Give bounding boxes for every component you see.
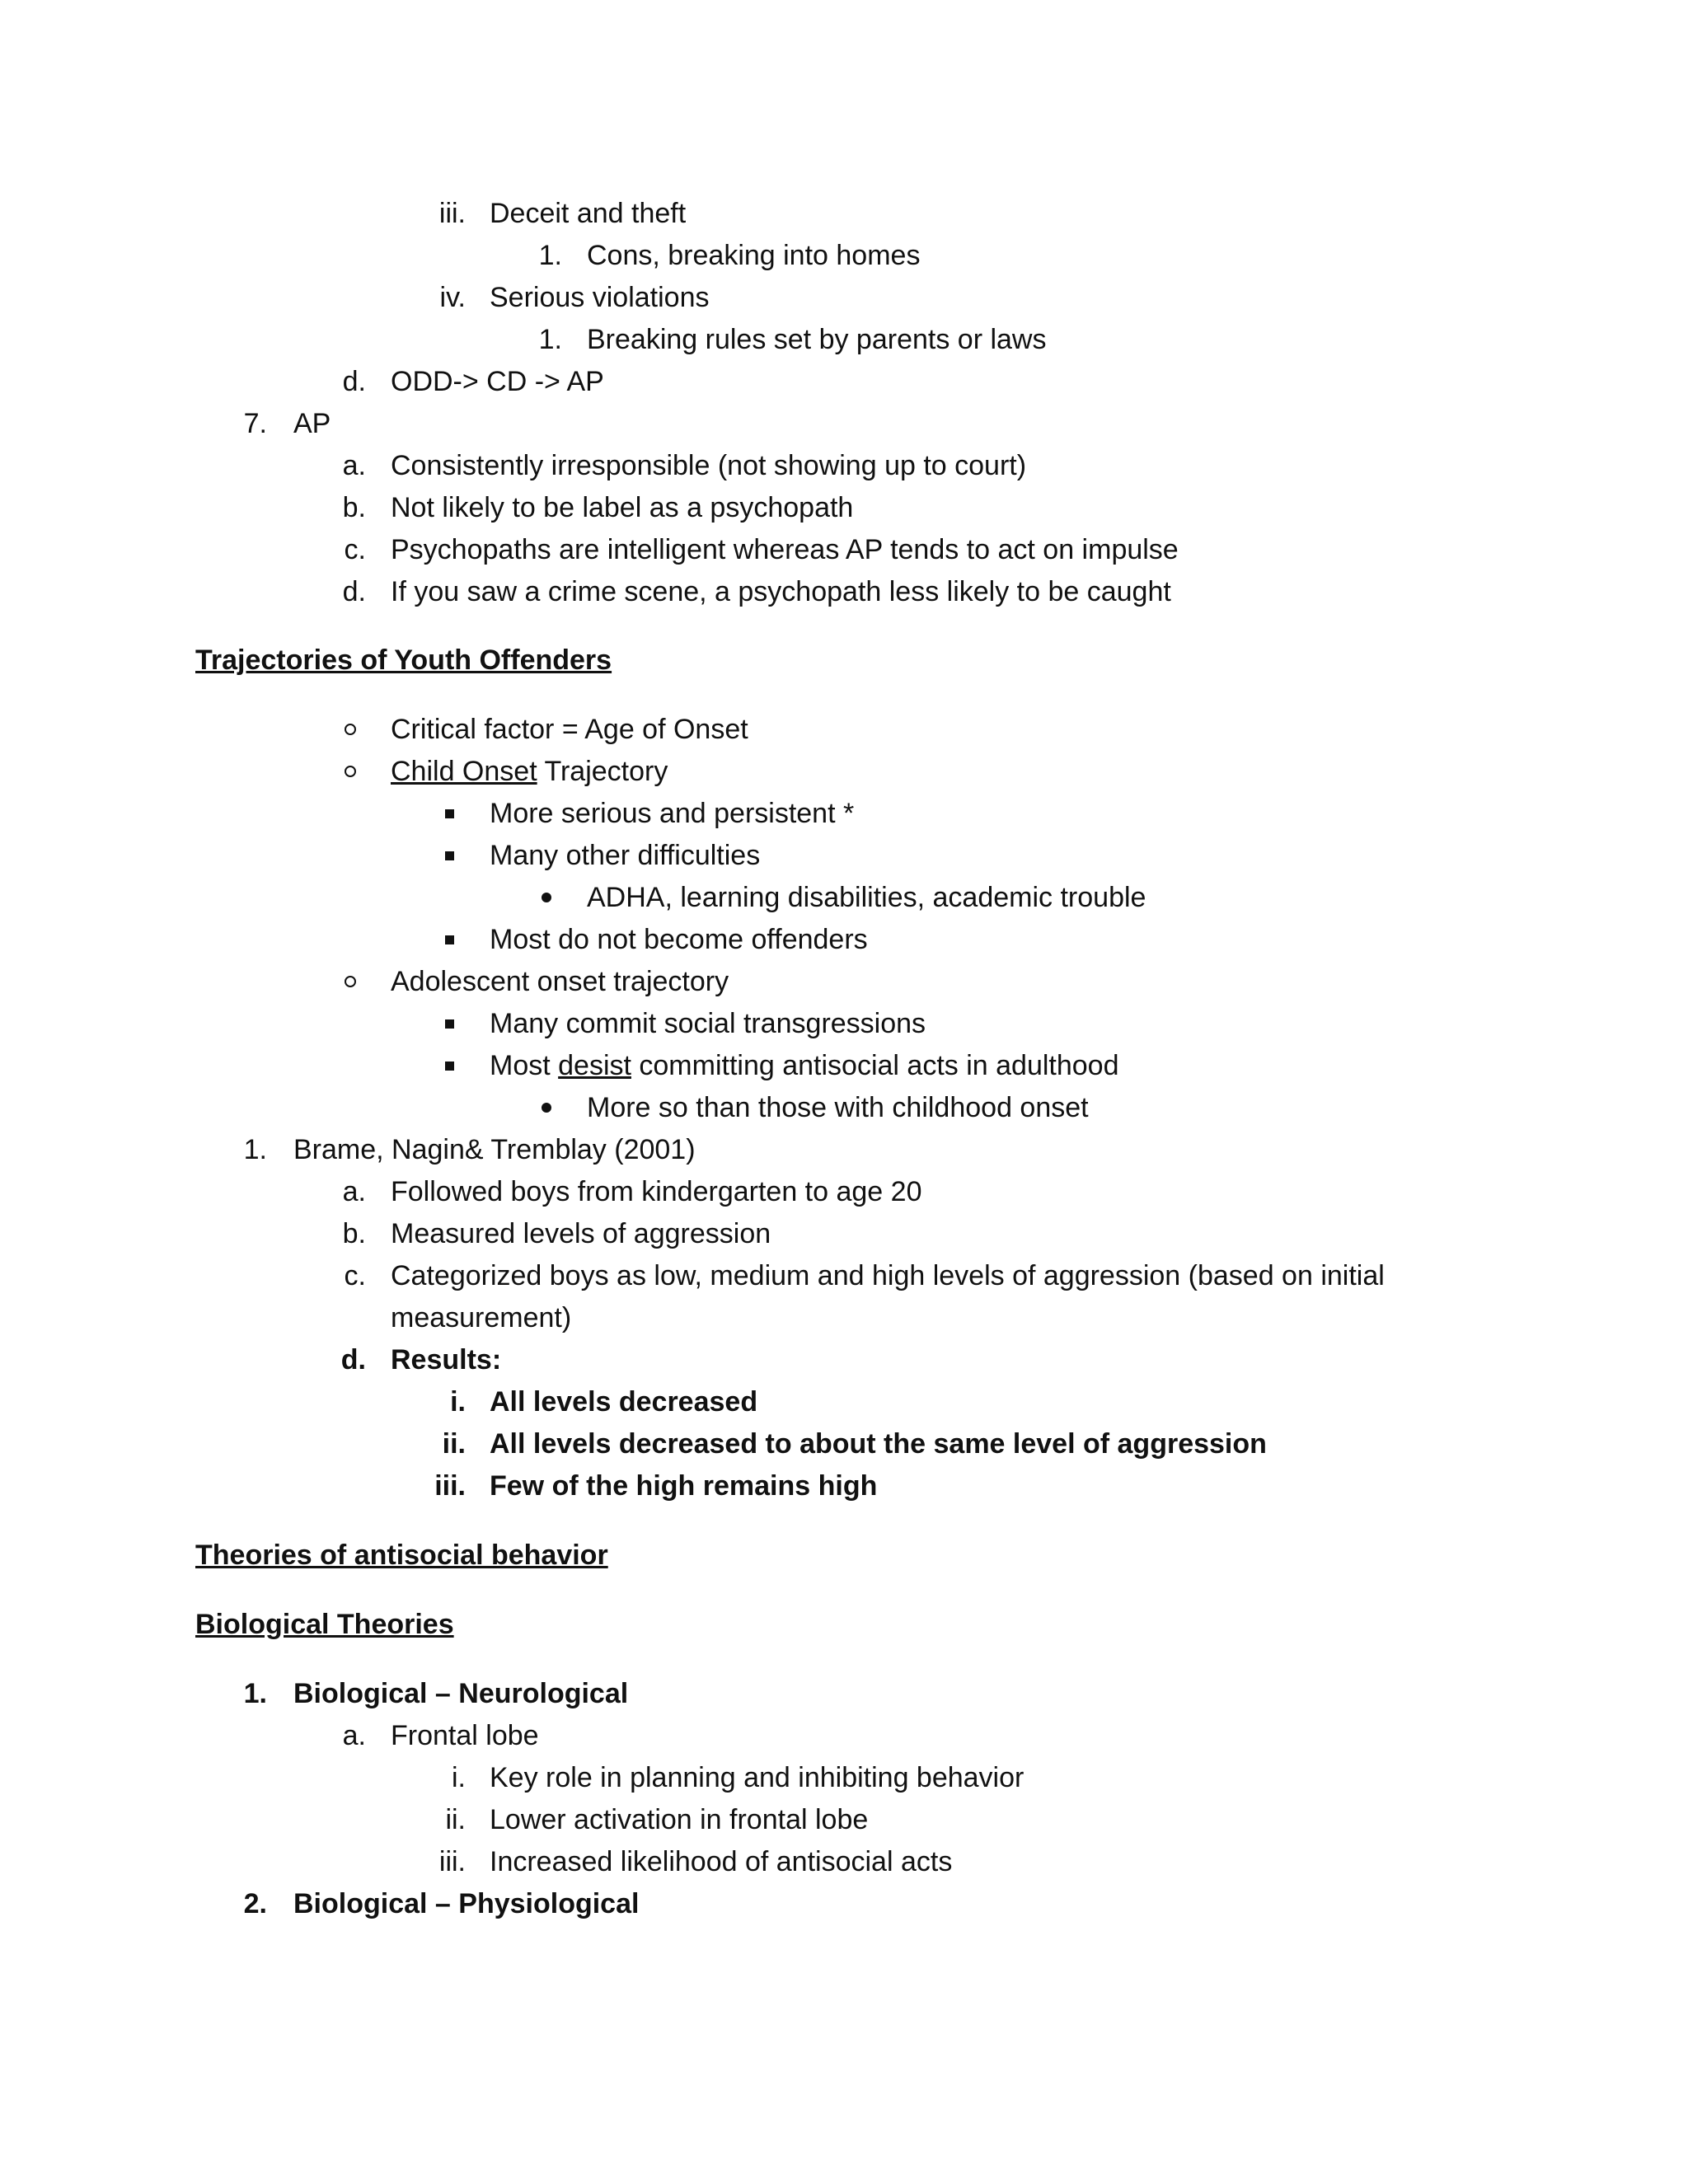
section-heading-theories: Theories of antisocial behavior [195, 1540, 608, 1571]
list-item-brame [0, 1129, 1688, 1170]
list-text: All levels decreased to about the same level of aggression [490, 1428, 1267, 1460]
list-marker: a. [342, 1176, 366, 1207]
list-marker: b. [342, 1218, 366, 1249]
list-text: If you saw a crime scene, a psychopath less likely to be caught [391, 576, 1171, 607]
list-marker: ii. [442, 1428, 466, 1460]
list-item-brame-d [0, 1339, 1688, 1380]
list-text: AP [293, 408, 331, 439]
list-marker: iv. [439, 282, 466, 313]
list-item-critical [0, 709, 1688, 750]
list-item-physiological [0, 1883, 1688, 1924]
list-text: Followed boys from kindergarten to age 20 [391, 1176, 922, 1207]
list-item-adol-2 [0, 1045, 1688, 1086]
list-item-iv [0, 277, 1688, 318]
list-text: Not likely to be label as a psychopath [391, 492, 854, 523]
list-marker: i. [450, 1386, 466, 1418]
list-text: More so than those with childhood onset [587, 1092, 1089, 1123]
list-marker: a. [342, 450, 366, 481]
list-marker: 7. [243, 408, 267, 439]
list-text: Adolescent onset trajectory [391, 966, 729, 997]
list-marker: iii. [438, 198, 466, 229]
underlined-text: Child Onset [391, 756, 537, 787]
list-text: Frontal lobe [391, 1720, 539, 1751]
text-span: committing antisocial acts in adulthood [631, 1050, 1119, 1081]
text-span: Most [490, 1050, 559, 1081]
circle-bullet-icon [338, 709, 363, 750]
list-text: Serious violations [490, 282, 710, 313]
list-text: Most do not become offenders [490, 924, 868, 955]
circle-bullet-icon [338, 751, 363, 792]
list-item-child-2 [0, 835, 1688, 876]
list-text: Categorized boys as low, medium and high levels of aggression (based on initial [391, 1260, 1385, 1291]
list-marker: 1. [538, 324, 562, 355]
list-marker: i. [452, 1762, 466, 1793]
list-item-d [0, 361, 1688, 402]
square-bullet-icon [437, 793, 462, 834]
section-heading-biological: Biological Theories [195, 1609, 454, 1640]
list-marker: d. [342, 366, 366, 397]
list-marker: iii. [438, 1846, 466, 1877]
list-text: Brame, Nagin& Tremblay (2001) [293, 1134, 696, 1165]
list-item-adol-2a [0, 1087, 1688, 1128]
list-text: Key role in planning and inhibiting behavior [490, 1762, 1025, 1793]
list-item-brame-b [0, 1213, 1688, 1254]
list-text: Biological – Neurological [293, 1678, 629, 1709]
list-text: Cons, breaking into homes [587, 240, 921, 271]
list-text: Consistently irresponsible (not showing up to court) [391, 450, 1027, 481]
list-item-brame-c [0, 1255, 1688, 1296]
list-item-results-iii [0, 1465, 1688, 1507]
square-bullet-icon [437, 1045, 462, 1086]
list-item-child-onset [0, 751, 1688, 792]
list-item-iv-1 [0, 319, 1688, 360]
list-text: Lower activation in frontal lobe [490, 1804, 869, 1835]
list-item-ap [0, 403, 1688, 444]
list-marker: 1. [243, 1678, 267, 1709]
list-text: ODD-> CD -> AP [391, 366, 604, 397]
list-marker: b. [342, 492, 366, 523]
list-item-adol-1 [0, 1003, 1688, 1044]
list-text: More serious and persistent * [490, 798, 855, 829]
list-marker: iii. [434, 1470, 466, 1502]
list-item-results-ii [0, 1423, 1688, 1465]
square-bullet-icon [437, 1003, 462, 1044]
list-text: Psychopaths are intelligent whereas AP tends to act on impulse [391, 534, 1179, 565]
list-marker: 2. [243, 1888, 267, 1919]
list-text: Many commit social transgressions [490, 1008, 926, 1039]
text-span: Trajectory [537, 756, 668, 787]
list-item-ap-a [0, 445, 1688, 486]
list-item-brame-a [0, 1171, 1688, 1212]
list-text: Measured levels of aggression [391, 1218, 771, 1249]
list-item-ap-b [0, 487, 1688, 528]
list-text: Results: [391, 1344, 502, 1376]
list-text: measurement) [391, 1302, 572, 1333]
list-text: Deceit and theft [490, 198, 687, 229]
list-text: All levels decreased [490, 1386, 758, 1418]
list-text: Biological – Physiological [293, 1888, 640, 1919]
circle-bullet-icon [338, 961, 363, 1002]
list-item-adolescent-onset [0, 961, 1688, 1002]
list-text: Few of the high remains high [490, 1470, 878, 1502]
list-marker: c. [344, 534, 366, 565]
list-item-brame-c-continued [0, 1297, 1688, 1338]
list-item-iii [0, 193, 1688, 234]
underlined-text: desist [558, 1050, 631, 1081]
dot-bullet-icon [534, 1087, 559, 1128]
list-marker: 1. [538, 240, 562, 271]
list-marker: 1. [243, 1134, 267, 1165]
list-text: Many other difficulties [490, 840, 761, 871]
list-text: Increased likelihood of antisocial acts [490, 1846, 953, 1877]
list-text [391, 751, 668, 792]
list-text: ADHA, learning disabilities, academic trouble [587, 882, 1146, 913]
list-text [490, 1045, 1118, 1086]
list-marker: ii. [445, 1804, 466, 1835]
dot-bullet-icon [534, 877, 559, 918]
list-marker: a. [342, 1720, 366, 1751]
list-item-frontal-lobe [0, 1715, 1688, 1756]
list-item-frontal-iii [0, 1841, 1688, 1882]
list-item-ap-c [0, 529, 1688, 570]
list-item-ap-d [0, 571, 1688, 612]
list-item-frontal-i [0, 1757, 1688, 1798]
square-bullet-icon [437, 919, 462, 960]
list-marker: d. [340, 1344, 366, 1376]
list-text: Breaking rules set by parents or laws [587, 324, 1047, 355]
section-heading-trajectories: Trajectories of Youth Offenders [195, 644, 612, 676]
square-bullet-icon [437, 835, 462, 876]
list-item-iii-1 [0, 235, 1688, 276]
list-item-child-2a [0, 877, 1688, 918]
list-item-neurological [0, 1673, 1688, 1714]
list-item-frontal-ii [0, 1799, 1688, 1840]
list-item-child-1 [0, 793, 1688, 834]
list-item-child-3 [0, 919, 1688, 960]
list-marker: c. [344, 1260, 366, 1291]
list-item-results-i [0, 1381, 1688, 1422]
list-marker: d. [342, 576, 366, 607]
list-text: Critical factor = Age of Onset [391, 714, 748, 745]
